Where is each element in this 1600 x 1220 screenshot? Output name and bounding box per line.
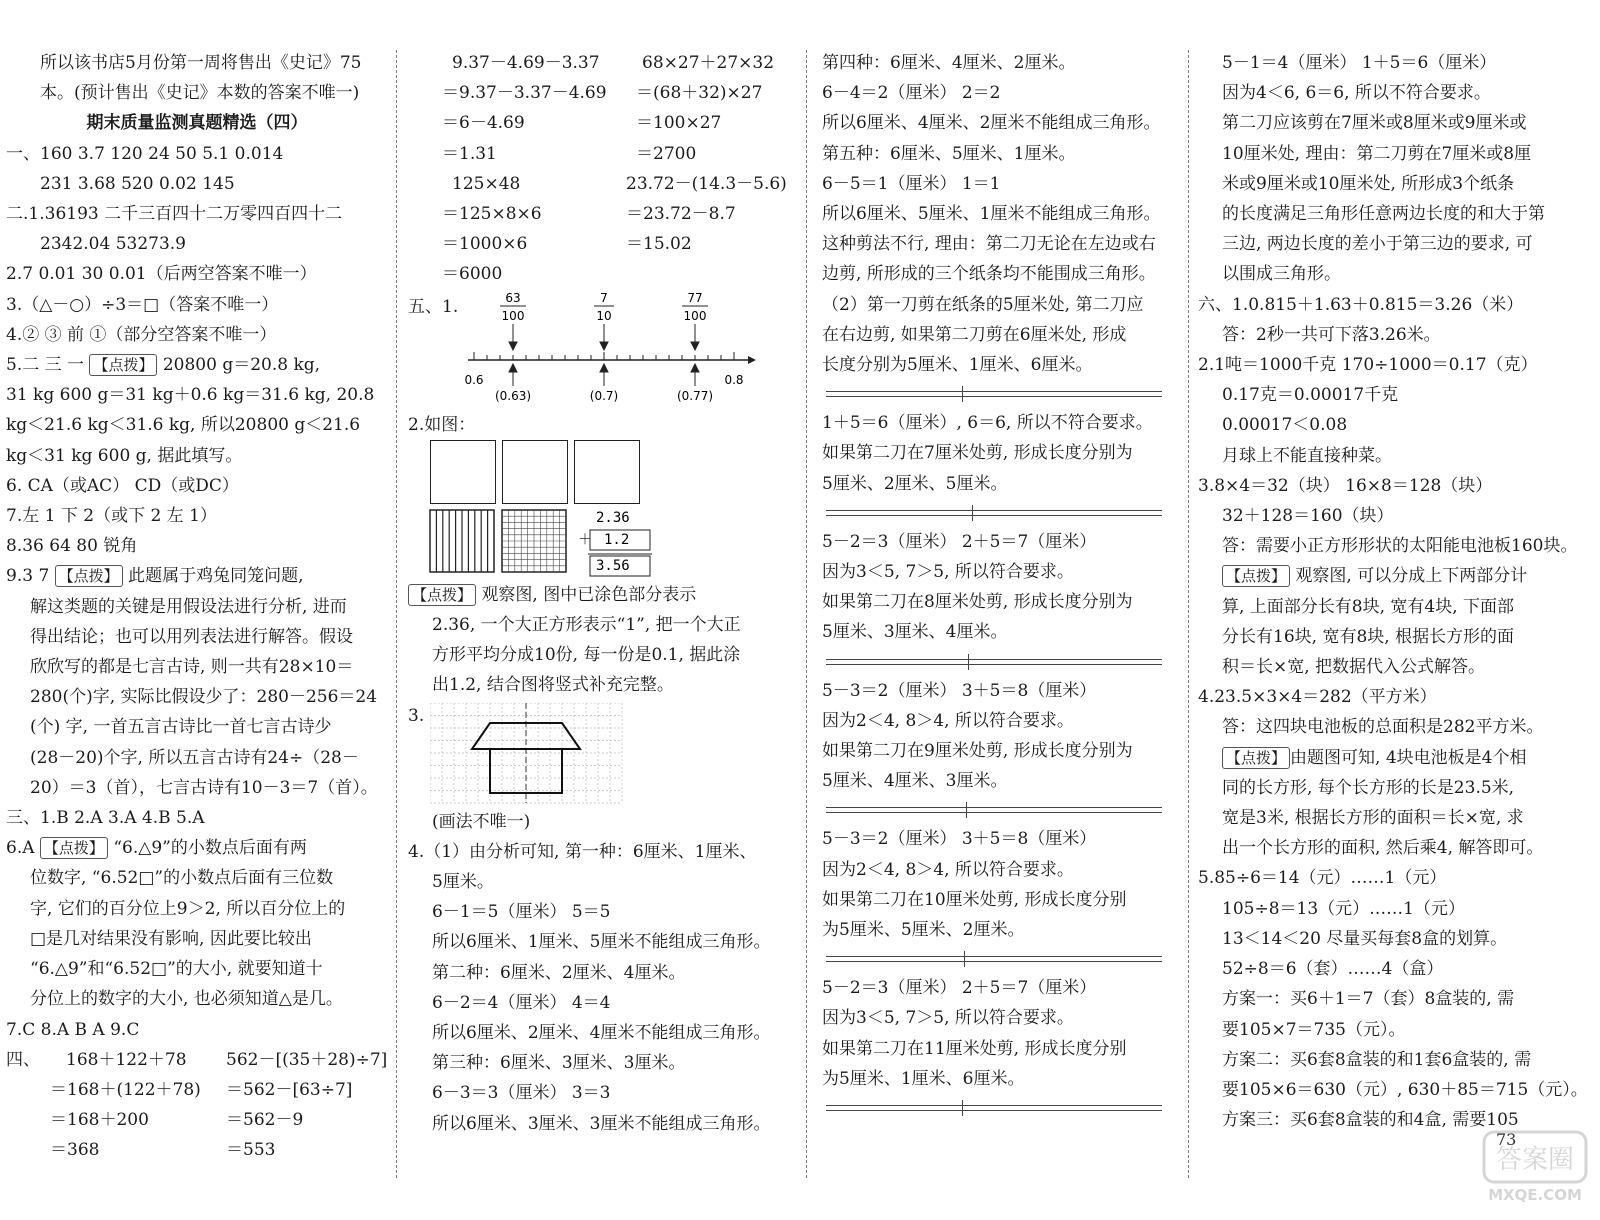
plus-sign: ＋ — [578, 531, 592, 548]
answer-line: 所以6厘米、1厘米、5厘米不能组成三角形。 — [432, 932, 771, 953]
answer-line: 欣欣写的都是七言古诗, 则一共有28×10＝ — [30, 657, 354, 678]
answer-line: 出一个长方形的面积, 然后乘4, 解答即可。 — [1222, 838, 1544, 859]
answer-line: 7.C 8.A B A 9.C — [6, 1019, 140, 1040]
answer-line: 答：需要小正方形形状的太阳能电池板160块。 — [1222, 536, 1578, 557]
answer-line: 32＋128＝160（块） — [1222, 506, 1394, 527]
answer-line: 一、160 3.7 120 24 50 5.1 0.014 — [6, 143, 284, 164]
decimal-squares-figure — [408, 440, 790, 580]
answer-line: 6－3＝3（厘米） 3＝3 — [432, 1083, 611, 1104]
answer-line: 1＋5＝6（厘米）, 6＝6, 所以不符合要求。 — [822, 413, 1153, 434]
vertical-addition — [578, 510, 652, 576]
answer-line: 5厘米、2厘米、5厘米。 — [822, 473, 1008, 494]
answer-line: 所以6厘米、3厘米、3厘米不能组成三角形。 — [432, 1113, 771, 1134]
answer-line: 31 kg 600 g＝31 kg＋0.6 kg＝31.6 kg, 20.8 — [6, 385, 375, 406]
answer-line: 20）＝3（首），七言古诗有10－3＝7（首）。 — [30, 777, 378, 798]
answer-line: 5厘米。 — [432, 872, 494, 893]
symmetry-figure — [408, 701, 790, 807]
answer-line: 米或9厘米或10厘米处, 所形成3个纸条 — [1222, 173, 1515, 194]
answer-line: 4.② ③ 前 ①（部分空答案不唯一） — [6, 324, 277, 345]
answer-line: □是几对结果没有影响, 因此要比较出 — [30, 928, 312, 949]
answer-line: kg＜31 kg 600 g, 据此填写。 — [6, 445, 243, 466]
answer-line: 4.23.5×3×4＝282（平方米） — [1198, 687, 1437, 708]
answer-line: 方案二：买6套8盒装的和1套6盒装的, 需 — [1222, 1049, 1532, 1070]
text-line: 本。(预计售出《史记》本数的答案不唯一) — [40, 83, 360, 104]
calc-left: ＝168＋(122＋78) — [50, 1079, 201, 1100]
answer-line: 5－2＝3（厘米） 2＋5＝7（厘米） — [822, 978, 1097, 999]
answer-line: 8.36 64 80 锐角 — [6, 536, 138, 557]
answer-line: 在右边剪, 如果第二刀剪在6厘米处, 形成 — [822, 324, 1127, 345]
answer-line: 宽是3米, 根据长方形的面积＝长×宽, 求 — [1222, 808, 1524, 829]
answer-line: 出1.2, 结合图将竖式补充完整。 — [432, 675, 674, 696]
answer-line: 2.1吨＝1000千克 170÷1000＝0.17（克） — [1198, 355, 1538, 376]
paper-strip — [822, 499, 1182, 527]
answer-line: 3.（△－○）÷3＝□（答案不唯一） — [6, 294, 279, 315]
answer-line: 二.1.36193 二千三百四十二万零四百四十二 — [6, 204, 343, 225]
calc-row — [6, 1075, 388, 1105]
answer-line: 三边, 两边长度的差小于第三边的要求, 可 — [1222, 234, 1533, 255]
answer-line — [1198, 561, 1594, 591]
calc-row — [6, 1105, 388, 1135]
answer-line: (个) 字, 一首五言古诗比一首七言古诗少 — [30, 717, 332, 738]
frac-num-1: 63 — [505, 290, 521, 305]
answer-line: 6－4＝2（厘米） 2＝2 — [822, 83, 1001, 104]
calc-row — [408, 199, 790, 229]
end-label-right: 0.8 — [724, 372, 744, 387]
answer-line — [6, 833, 388, 863]
answer-line: 这种剪法不行, 理由：第二刀无论在左边或右 — [822, 234, 1156, 255]
answer-line: 同的长方形, 每个长方形的长是23.5米, — [1222, 777, 1515, 798]
answer-text: 5.二 三 一 — [6, 355, 90, 376]
answer-line: 5－3＝2（厘米） 3＋5＝8（厘米） — [822, 680, 1097, 701]
calc-row — [408, 139, 790, 169]
answer-line: 因为2＜4, 8＞4, 所以符合要求。 — [822, 710, 1074, 731]
calc-right: 562－[(35＋28)÷7] — [226, 1049, 388, 1070]
calc-left: ＝368 — [50, 1140, 100, 1161]
answer-line: 六、1.0.815＋1.63＋0.815＝3.26（米） — [1198, 294, 1524, 315]
calc-right: ＝100×27 — [636, 113, 722, 134]
answer-line: 方案三：买6套8盒装的和4盒, 需要105 — [1222, 1110, 1519, 1131]
answer-text: 由题图可知, 4块电池板是4个相 — [1290, 747, 1527, 768]
calc-right: ＝553 — [226, 1140, 276, 1161]
answer-line: 5－3＝2（厘米） 3＋5＝8（厘米） — [822, 829, 1097, 850]
answer-line: 因为3＜5, 7＞5, 所以符合要求。 — [822, 562, 1074, 583]
paper-strip — [822, 945, 1182, 973]
answer-line: 10厘米处, 理由：第二刀剪在7厘米或8厘 — [1222, 143, 1532, 164]
answer-line: 0.00017＜0.08 — [1222, 415, 1348, 436]
answer-text: 9.3 7 — [6, 566, 55, 587]
column-4 — [1198, 48, 1594, 1180]
answer-line: 如果第二刀在7厘米处剪, 形成长度分别为 — [822, 443, 1133, 464]
answer-line: 算, 上面部分长有8块, 宽有4块, 下面部 — [1222, 596, 1515, 617]
tip-badge: 【点拨】 — [1222, 565, 1290, 587]
answer-line: 位数字, “6.52□”的小数点后面有三位数 — [30, 868, 334, 889]
calc-right: ＝23.72－8.7 — [626, 204, 736, 225]
answer-line: （2）第一刀剪在纸条的5厘米处, 第二刀应 — [822, 294, 1144, 315]
column-2 — [408, 48, 790, 1180]
answer-text: 此题属于鸡兔同笼问题, — [128, 566, 304, 587]
answer-line: 解这类题的关键是用假设法进行分析, 进而 — [30, 596, 347, 617]
answer-line: 2.7 0.01 30 0.01（后两空答案不唯一） — [6, 264, 317, 285]
answer-line: 第三种：6厘米、3厘米、3厘米。 — [432, 1053, 686, 1074]
calc-right: ＝(68＋32)×27 — [636, 83, 763, 104]
answer-line: 5.85÷6＝14（元）……1（元） — [1198, 868, 1447, 889]
watermark-url: MXQE.COM — [1488, 1186, 1582, 1204]
column-1 — [6, 48, 388, 1180]
answer-line: 月球上不能直接种菜。 — [1222, 445, 1392, 466]
answer-line: 以围成三角形。 — [1222, 264, 1341, 285]
answer-line: 所以6厘米、5厘米、1厘米不能组成三角形。 — [822, 204, 1161, 225]
answer-line: 因为3＜5, 7＞5, 所以符合要求。 — [822, 1008, 1074, 1029]
calc-right: 23.72－(14.3－5.6) — [626, 173, 787, 194]
answer-line: 0.17克＝0.00017千克 — [1222, 385, 1399, 406]
answer-line: 4.（1）由分析可知, 第一种：6厘米、1厘米、 — [408, 841, 757, 862]
answer-line: 3.8×4＝32（块） 16×8＝128（块） — [1198, 475, 1493, 496]
arrow-head-icon — [748, 356, 756, 364]
value-label-2: (0.7) — [589, 388, 619, 403]
value-label-1: (0.63) — [494, 388, 532, 403]
answer-line: 如果第二刀在9厘米处剪, 形成长度分别为 — [822, 741, 1133, 762]
answer-line: 5厘米、3厘米、4厘米。 — [822, 622, 1008, 643]
calc-row — [408, 78, 790, 108]
answer-line: 5厘米、4厘米、3厘米。 — [822, 771, 1008, 792]
text-line: 所以该书店5月份第一周将售出《史记》75 — [40, 53, 362, 73]
unit-square — [430, 440, 496, 504]
answer-line — [6, 561, 388, 591]
answer-line: 边剪, 所形成的三个纸条均不能围成三角形。 — [822, 264, 1156, 285]
answer-line: 得出结论；也可以用列表法进行解答。假设 — [30, 626, 353, 647]
answer-line: “6.△9”和“6.52□”的大小, 就要知道十 — [30, 959, 323, 980]
section-label: 四、 — [6, 1049, 40, 1070]
frac-num-2: 7 — [600, 290, 608, 305]
column-3 — [822, 48, 1182, 1180]
answer-line: 231 3.68 520 0.02 145 — [40, 173, 235, 194]
answer-line: 52÷8＝6（套）……4（盒） — [1222, 959, 1444, 980]
answer-line: 为5厘米、5厘米、2厘米。 — [822, 920, 1025, 941]
question-label: 3. — [408, 705, 425, 726]
answer-line: 2.36, 一个大正方形表示“1”, 把一个大正 — [432, 615, 741, 636]
answer-text: “6.△9”的小数点后面有两 — [113, 838, 307, 859]
symmetry-grid-svg — [430, 703, 630, 807]
answer-line: 要105×7＝735（元）。 — [1222, 1019, 1406, 1040]
calc-row — [408, 48, 790, 78]
answer-line: 如果第二刀在8厘米处剪, 形成长度分别为 — [822, 592, 1133, 613]
column-divider — [806, 50, 807, 1178]
answer-note: (画法不唯一) — [432, 811, 531, 832]
calc-right: 68×27＋27×32 — [642, 53, 775, 73]
calc-right: ＝15.02 — [626, 234, 692, 255]
calc-left: 168＋122＋78 — [66, 1049, 187, 1070]
paper-strip — [822, 648, 1182, 676]
answer-line: 方案一：买6＋1＝7（套）8盒装的, 需 — [1222, 989, 1515, 1010]
answer-line: kg＜21.6 kg＜31.6 kg, 所以20800 g＜21.6 — [6, 415, 361, 436]
shaded-squares-svg — [408, 508, 790, 588]
number-line-svg — [408, 290, 790, 410]
calc-row — [6, 1045, 388, 1075]
calc-left: ＝6－4.69 — [442, 113, 525, 134]
calc-left: ＝6000 — [442, 264, 503, 285]
tick-group — [474, 352, 734, 360]
calc-left: 9.37－4.69－3.37 — [452, 53, 600, 73]
answer-line: 5－2＝3（厘米） 2＋5＝7（厘米） — [822, 531, 1097, 552]
addend-2: 1.2 — [604, 531, 630, 548]
sum: 3.56 — [596, 557, 630, 574]
calc-right: ＝562－9 — [226, 1110, 304, 1131]
answer-line: 的长度满足三角形任意两边长度的和大于第 — [1222, 204, 1545, 225]
tip-badge: 【点拨】 — [55, 565, 123, 587]
page-number: 73 — [1496, 1130, 1517, 1149]
paper-strip — [822, 380, 1182, 408]
answer-line: 第二种：6厘米、2厘米、4厘米。 — [432, 962, 686, 983]
calc-right: ＝2700 — [636, 143, 697, 164]
answer-line: 答：2秒一共可下落3.26米。 — [1222, 324, 1441, 345]
answer-line: 7.左 1 下 2（或下 2 左 1） — [6, 506, 217, 527]
answer-line: 要105×6＝630（元）, 630＋85＝715（元）。 — [1222, 1079, 1588, 1100]
answer-line — [6, 350, 388, 380]
column-divider — [396, 50, 397, 1178]
answer-line: 6－1＝5（厘米） 5＝5 — [432, 902, 611, 923]
value-label-3: (0.77) — [676, 388, 714, 403]
column-divider — [1188, 50, 1189, 1178]
frac-den-3: 100 — [683, 308, 707, 323]
answer-line: 分长有16块, 宽有8块, 根据长方形的面 — [1222, 626, 1515, 647]
question-label: 五、1. — [408, 296, 459, 317]
answer-line: 所以6厘米、4厘米、2厘米不能组成三角形。 — [822, 113, 1161, 134]
unit-square — [502, 440, 568, 504]
calc-left: ＝125×8×6 — [442, 204, 542, 225]
tip-badge: 【点拨】 — [89, 354, 157, 376]
answer-line: 如果第二刀在11厘米处剪, 形成长度分别 — [822, 1038, 1127, 1059]
answer-line: 方形平均分成10份, 每一份是0.1, 据此涂 — [432, 645, 741, 666]
calc-row — [6, 1135, 388, 1165]
answer-line — [1198, 743, 1594, 773]
tip-badge: 【点拨】 — [408, 584, 476, 606]
section-title: 期末质量监测真题精选（四） — [86, 113, 308, 134]
end-label-left: 0.6 — [464, 372, 484, 387]
calc-left: ＝1.31 — [442, 143, 497, 164]
answer-line: (28－20)个字, 所以五言古诗有24÷（28－ — [30, 747, 359, 768]
answer-line: 第四种：6厘米、4厘米、2厘米。 — [822, 53, 1076, 73]
answer-text: 观察图, 图中已涂色部分表示 — [481, 584, 697, 605]
answer-text: 6.A — [6, 838, 40, 859]
answer-text: 观察图, 可以分成上下两部分计 — [1295, 566, 1528, 587]
tip-badge: 【点拨】 — [40, 837, 108, 859]
number-line-figure — [408, 290, 790, 410]
paper-strip — [822, 1094, 1182, 1122]
unit-square — [574, 440, 640, 504]
answer-line: 因为4＜6, 6＝6, 所以不符合要求。 — [1222, 83, 1491, 104]
answer-line: 6. CA（或AC） CD（或DC） — [6, 475, 239, 496]
answer-line: 字, 它们的百分位上9＞2, 所以百分位上的 — [30, 898, 346, 919]
calc-right: ＝562－[63÷7] — [226, 1079, 353, 1100]
calc-left: ＝9.37－3.37－4.69 — [442, 83, 607, 104]
answer-line: 答：这四块电池板的总面积是282平方米。 — [1222, 717, 1544, 738]
answer-line: 5－1＝4（厘米） 1＋5＝6（厘米） — [1222, 53, 1497, 73]
calc-left: ＝168＋200 — [50, 1110, 149, 1131]
answer-line: 分位上的数字的大小, 也必须知道△是几。 — [30, 989, 343, 1010]
watermark-logo-icon — [1480, 1126, 1590, 1206]
calc-row — [408, 229, 790, 259]
addend-1: 2.36 — [596, 509, 630, 526]
answer-line: 所以6厘米、2厘米、4厘米不能组成三角形。 — [432, 1023, 771, 1044]
frac-den-1: 100 — [501, 308, 525, 323]
answer-line: 6－5＝1（厘米） 1＝1 — [822, 173, 1001, 194]
frac-den-2: 10 — [596, 308, 612, 323]
paper-strip — [822, 796, 1182, 824]
calc-row — [408, 108, 790, 138]
calc-left: 125×48 — [452, 173, 521, 194]
watermark-text: 答案圈 — [1495, 1145, 1575, 1175]
answer-text: 20800 g＝20.8 kg, — [162, 355, 321, 376]
answer-line: 280(个)字, 实际比假设少了：280－256＝24 — [30, 687, 378, 708]
answer-line: 积＝长×宽, 把数据代入公式解答。 — [1222, 657, 1486, 678]
answer-line: 13＜14＜20 尽量买每套8盒的划算。 — [1222, 928, 1508, 949]
answer-line: 第五种：6厘米、5厘米、1厘米。 — [822, 143, 1076, 164]
answer-line: 第二刀应该剪在7厘米或8厘米或9厘米或 — [1222, 113, 1527, 134]
answer-line: 因为2＜4, 8＞4, 所以符合要求。 — [822, 859, 1074, 880]
answer-line: 长度分别为5厘米、1厘米、6厘米。 — [822, 355, 1093, 376]
answer-line: 105÷8＝13（元）……1（元） — [1222, 898, 1465, 919]
answer-line: 为5厘米、1厘米、6厘米。 — [822, 1068, 1025, 1089]
calc-left: ＝1000×6 — [442, 234, 528, 255]
answer-line: 三、1.B 2.A 3.A 4.B 5.A — [6, 808, 205, 829]
answer-line: 2.如图： — [408, 414, 476, 435]
answer-line: 2342.04 53273.9 — [40, 234, 187, 255]
answer-line: 6－2＝4（厘米） 4＝4 — [432, 992, 611, 1013]
tip-badge: 【点拨】 — [1222, 747, 1290, 769]
calc-row — [408, 169, 790, 199]
answer-line: 如果第二刀在10厘米处剪, 形成长度分别 — [822, 889, 1127, 910]
frac-num-3: 77 — [687, 290, 703, 305]
